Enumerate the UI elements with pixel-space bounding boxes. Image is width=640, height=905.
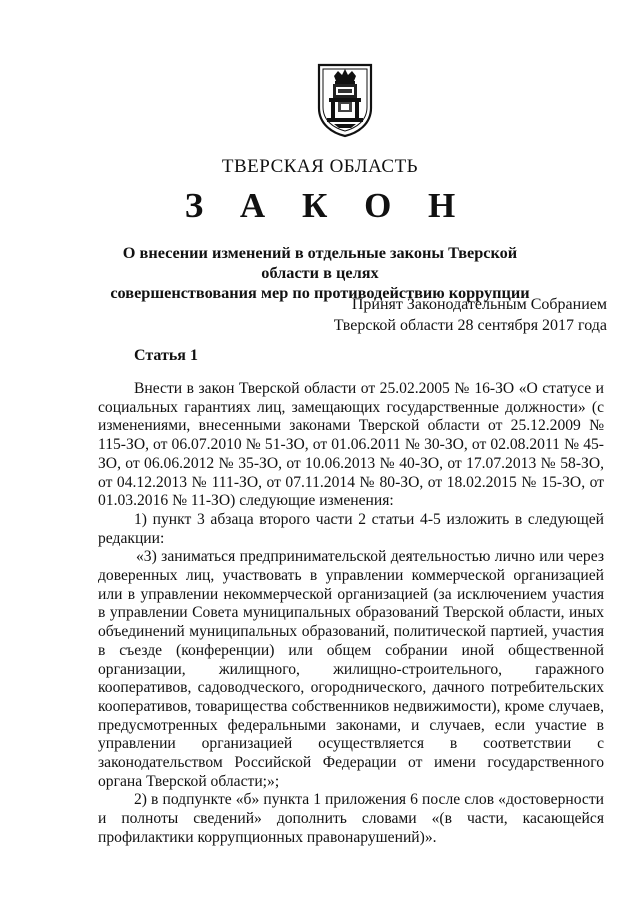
adoption-line: Тверской области 28 сентября 2017 года — [333, 316, 607, 334]
region-name: ТВЕРСКАЯ ОБЛАСТЬ — [221, 156, 419, 177]
tver-coat-of-arms-icon — [316, 62, 374, 138]
document-title-line: О внесении изменений в отдельные законы Тверской области в целях — [122, 243, 518, 282]
amendment-item-2: 2) в подпункте «б» пункта 1 приложения 6 после слов «достоверности и полноты сведений» дополнить словами «(в части, касающейся профилактики коррупционных правонарушений)». — [98, 791, 604, 846]
amendment-item-1: 1) пункт 3 абзаца второго части 2 статьи 4-5 изложить в следующей редакции: — [98, 510, 604, 547]
document-title-line: совершенствования мер по противодействию коррупции — [110, 283, 530, 302]
document-title — [100, 243, 540, 303]
adoption-note — [334, 295, 607, 336]
article-heading: Статья 1 — [134, 347, 198, 364]
amendment-item-1-text: «3) заниматься предпринимательской деятельностью лично или через доверенных лиц, участвовать в управлении коммерческой организацией или в управлении некоммерческой организацией (за исключением участия в управлении Совета муниципальных образований Тверской области, иных объединений муниципальных образований, политической партией, участия в съезде (конференции) или общем собрании иной общественной организации, жилищного, жилищно-строительного, гаражного кооперативов, садоводческого, огороднического, дачного потребительских кооперативов, товарищества собственников недвижимости), кроме случаев, предусмотренных федеральными законами, и случаев, если участие в управлении организацией осуществляется в соответствии с законодательством Российской Федерации от имени государственного органа Тверской области;»; — [98, 548, 604, 790]
article-body — [98, 380, 604, 848]
adoption-line: Принят Законодательным Собранием — [351, 296, 607, 313]
document-type: З А К О Н — [184, 186, 470, 225]
article-intro-paragraph: Внести в закон Тверской области от 25.02.2005 № 16-ЗО «О статусе и социальных гарантиях лиц, замещающих государственные должности» (с изменениями, внесенными законами Тверской области от 25.12.2009 № 115-ЗО, от 06.07.2010 № 51-ЗО, от 01.06.2011 № 30-ЗО, от 02.08.2011 № 45-ЗО, от 06.06.2012 № 35-ЗО, от 10.06.2013 № 40-ЗО, от 17.07.2013 № 58-ЗО, от 04.12.2013 № 111-ЗО, от 07.11.2014 № 80-ЗО, от 18.02.2015 № 15-ЗО, от 01.03.2016 № 11-ЗО) следующие изменения: — [98, 380, 604, 510]
